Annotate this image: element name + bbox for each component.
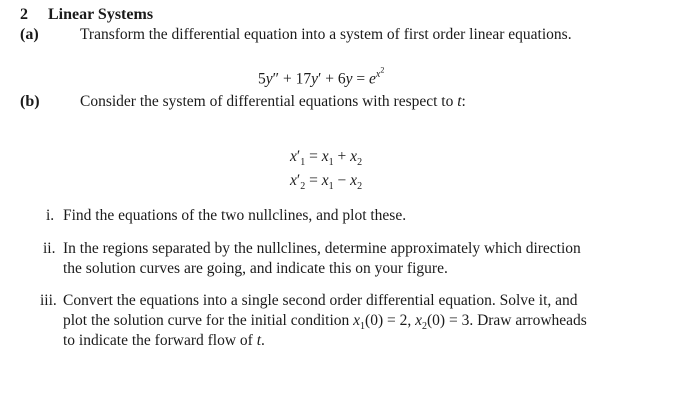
item-iii-line-2: plot the solution curve for the initial condition $x_1(0) = 2$, $x_2(0) = 3$. Draw arrowheads — [63, 312, 587, 333]
item-iii-label: iii. — [40, 292, 57, 309]
part-b-text-main: Consider the system of differential equations with respect to — [80, 93, 458, 110]
system-equation-1: $x'_1 = x_1 + x_2$ — [290, 148, 363, 169]
part-a-equation: $5y'' + 17y' + 6y = e^{x^2}$ — [258, 66, 385, 88]
item-ii-label: ii. — [43, 240, 56, 257]
item-i-label: i. — [46, 207, 55, 224]
part-b-label: (b) — [20, 93, 40, 110]
item-i-line-1: Find the equations of the two nullclines, and plot these. — [63, 207, 407, 224]
item-iii-line-1: Convert the equations into a single second order differential equation. Solve it, and — [63, 292, 578, 309]
item-iii-line-3: to indicate the forward flow of t. — [63, 332, 265, 349]
part-a-text: Transform the differential equation into a system of first order linear equations. — [80, 26, 572, 43]
section-title: Linear Systems — [48, 6, 154, 23]
item-ii-line-2: the solution curves are going, and indicate this on your figure. — [63, 260, 448, 277]
part-b-text: Consider the system of differential equations with respect to t: — [80, 93, 466, 110]
item-ii-line-1: In the regions separated by the nullclines, determine approximately which direction — [63, 240, 581, 257]
system-equation-2: $x'_2 = x_1 - x_2$ — [290, 172, 363, 193]
section-number: 2 — [20, 6, 28, 23]
part-a-label: (a) — [20, 26, 39, 43]
